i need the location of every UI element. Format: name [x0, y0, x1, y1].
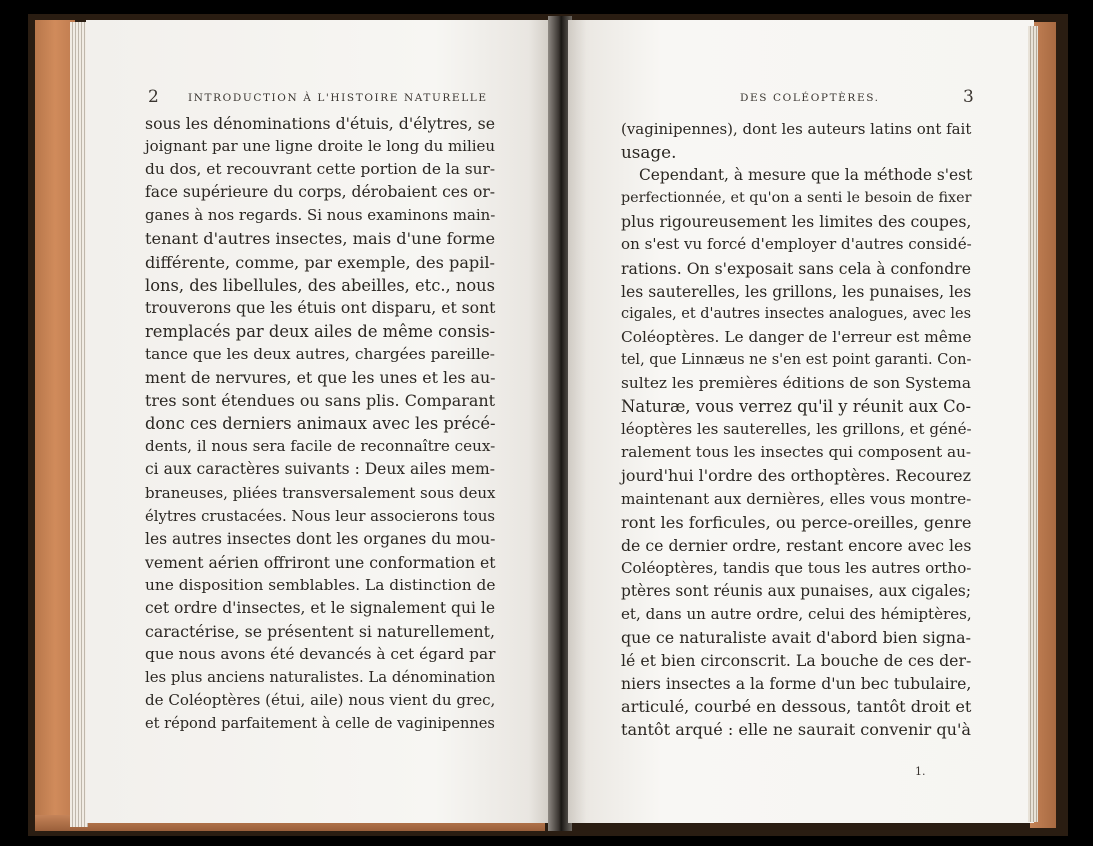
text-line: cigales, et d'autres insectes analogues, avec les	[621, 305, 971, 322]
text-line: ment de nervures, et que les unes et les au-	[145, 368, 496, 388]
text-line: Cependant, à mesure que la méthode s'est	[639, 166, 973, 185]
text-line: sultez les premières éditions de son Systema	[621, 374, 971, 393]
text-line: cet ordre d'insectes, et le signalement qui le	[145, 598, 495, 617]
text-line: maintenant aux dernières, elles vous montre-	[621, 489, 972, 508]
text-line: léoptères les sauterelles, les grillons, et géné-	[621, 420, 972, 439]
text-line: ralement tous les insectes qui composent au-	[621, 443, 972, 462]
text-line: tenant d'autres insectes, mais d'une forme	[145, 229, 496, 249]
text-line: rations. On s'exposait sans cela à confondre	[621, 258, 971, 278]
signature-mark: 1.	[915, 765, 926, 778]
text-line: ront les forficules, ou perce-oreilles, genre	[621, 512, 972, 532]
text-line: dents, il nous sera facile de reconnaître ceux-	[145, 437, 496, 456]
text-line: que ce naturaliste avait d'abord bien signa-	[621, 628, 971, 648]
text-line: usage.	[621, 142, 677, 163]
text-line: lons, des libellules, des abeilles, etc., nous	[145, 275, 495, 295]
page-edges-right	[1028, 26, 1038, 822]
text-line: ganes à nos regards. Si nous examinons main-	[145, 206, 496, 225]
text-line: Naturæ, vous verrez qu'il y réunit aux Co-	[621, 397, 971, 417]
text-line: donc ces derniers animaux avec les précé-	[145, 414, 496, 434]
text-line: plus rigoureusement les limites des coupes,	[621, 212, 972, 232]
right-page-text	[621, 118, 971, 742]
text-line: jourd'hui l'ordre des orthoptères. Recourez	[621, 466, 971, 486]
text-line: joignant par une ligne droite le long du milieu	[145, 137, 495, 156]
left-running-head: INTRODUCTION À L'HISTOIRE NATURELLE	[188, 92, 488, 104]
text-line: les plus anciens naturalistes. La dénomination	[145, 668, 496, 687]
text-line: sous les dénominations d'étuis, d'élytres, se	[145, 114, 495, 133]
text-line: (vaginipennes), dont les auteurs latins ont fait	[621, 120, 972, 138]
left-page-text	[145, 112, 495, 736]
text-line: une disposition semblables. La distinction de	[145, 575, 496, 594]
text-line: articulé, courbé en dessous, tantôt droit et	[621, 697, 972, 717]
text-line: tantôt arqué : elle ne saurait convenir qu'à	[621, 720, 972, 740]
text-line: différente, comme, par exemple, des papil-	[145, 252, 495, 272]
text-line: trouverons que les étuis ont disparu, et sont	[145, 298, 496, 317]
text-line: tel, que Linnæus ne s'en est point garanti. Con-	[621, 351, 972, 368]
text-line: tres sont étendues ou sans plis. Comparant	[145, 391, 495, 411]
text-line: les sauterelles, les grillons, les punaises, les	[621, 281, 972, 301]
text-line: les autres insectes dont les organes du mou-	[145, 529, 496, 548]
text-line: tance que les deux autres, chargées pareille-	[145, 344, 495, 363]
text-line: niers insectes a la forme d'un bec tubulaire,	[621, 674, 972, 694]
text-line: Coléoptères. Le danger de l'erreur est même	[621, 327, 972, 346]
text-line: lé et bien circonscrit. La bouche de ces der-	[621, 651, 972, 671]
right-page-number: 3	[963, 87, 974, 107]
text-line: de Coléoptères (étui, aile) nous vient du grec,	[145, 691, 496, 710]
text-line: vement aérien offriront une conformation et	[145, 552, 496, 572]
text-line: et, dans un autre ordre, celui des hémiptères,	[621, 604, 972, 623]
text-line: face supérieure du corps, dérobaient ces or-	[145, 183, 495, 202]
text-line: on s'est vu forcé d'employer d'autres considé-	[621, 235, 972, 254]
left-page-number: 2	[148, 87, 159, 107]
text-line: ci aux caractères suivants : Deux ailes mem-	[145, 460, 495, 479]
text-line: que nous avons été devancés à cet égard par	[145, 645, 496, 664]
text-line: de ce dernier ordre, restant encore avec les	[621, 535, 972, 555]
text-line: ptères sont réunis aux punaises, aux cigales;	[621, 581, 971, 600]
text-line: perfectionnée, et qu'on a senti le besoin de fixer	[621, 190, 972, 207]
right-running-head: DES COLÉOPTÈRES.	[740, 92, 880, 104]
text-line: du dos, et recouvrant cette portion de la sur-	[145, 160, 496, 179]
text-line: élytres crustacées. Nous leur associerons tous	[145, 506, 496, 525]
text-line: et répond parfaitement à celle de vaginipennes	[145, 715, 495, 733]
text-line: caractérise, se présentent si naturellement,	[145, 622, 495, 642]
book-cover-left	[35, 20, 75, 830]
text-line: braneuses, pliées transversalement sous deux	[145, 483, 496, 502]
text-line: Coléoptères, tandis que tous les autres ortho-	[621, 558, 972, 577]
text-line: remplacés par deux ailes de même consis-	[145, 321, 496, 341]
